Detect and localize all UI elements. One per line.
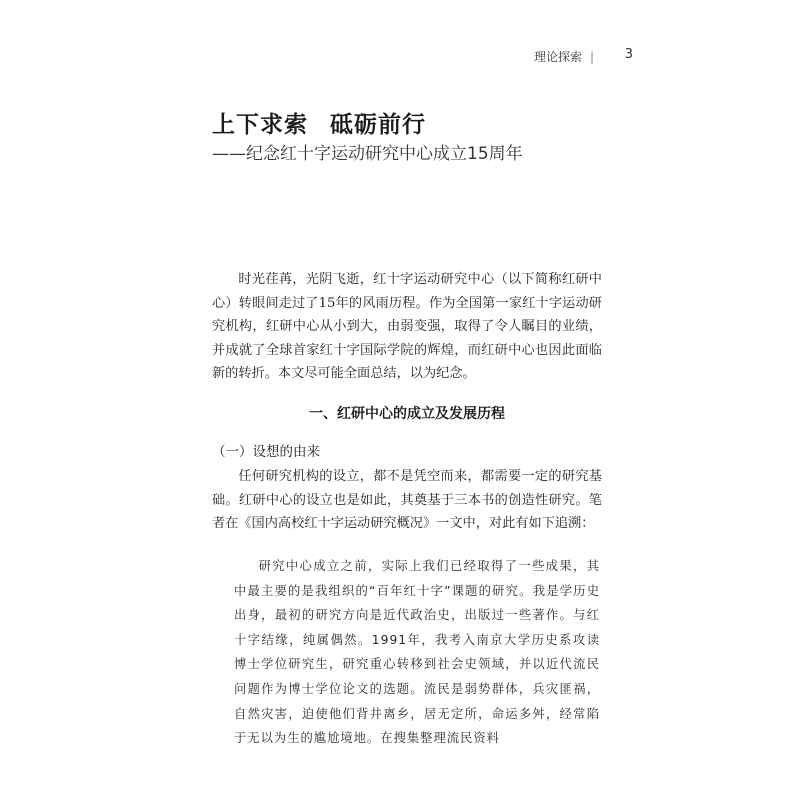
body-section bbox=[212, 465, 602, 536]
sub-heading: （一）设想的由来 bbox=[212, 444, 320, 460]
header-section-title: 理论探索 bbox=[533, 50, 582, 64]
title-part-2: 砥砺前行 bbox=[330, 112, 426, 138]
article-title bbox=[212, 106, 426, 139]
block-quote bbox=[234, 554, 600, 751]
header-separator: | bbox=[589, 49, 594, 64]
body-paragraph: 任何研究机构的设立，都不是凭空而来，都需要一定的研究基础。红研中心的设立也是如此，其奠基于三本书的创造性研究。笔者在《国内高校红十字运动研究概况》一文中，对此有如下追溯： bbox=[212, 469, 602, 531]
intro-paragraph: 时光荏苒，光阴飞逝，红十字运动研究中心（以下简称红研中心）转眼间走过了15年的风雨历程。作为全国第一家红十字运动研究机构，红研中心从小到大，由弱变强，取得了令人瞩目的业绩，并成就了全球首家红十字国际学院的辉煌，而红研中心也因此面临新的转折。本文尽可能全面总结，以为纪念。 bbox=[212, 272, 602, 381]
running-header bbox=[533, 47, 633, 65]
intro-section bbox=[212, 268, 602, 386]
section-heading: 一、红研中心的成立及发展历程 bbox=[309, 406, 505, 422]
page-number: 3 bbox=[624, 47, 633, 62]
quote-paragraph: 研究中心成立之前，实际上我们已经取得了一些成果，其中最主要的是我组织的“百年红十字”课题的研究。我是学历史出身，最初的研究方向是近代政治史，出版过一些著作。与红十字结缘，纯属偶然。1991年，我考入南京大学历史系攻读博士学位研究生，研究重心转移到社会史领域，并以近代流民问题作为博士学位论文的选题。流民是弱势群体，兵灾匪祸，自然灾害，迫使他们背井离乡，居无定所，命运多舛，经常陷于无以为生的尴尬境地。在搜集整理流民资料 bbox=[234, 559, 600, 746]
article-subtitle: ——纪念红十字运动研究中心成立15周年 bbox=[212, 144, 523, 164]
title-part-1: 上下求索 bbox=[212, 112, 308, 138]
